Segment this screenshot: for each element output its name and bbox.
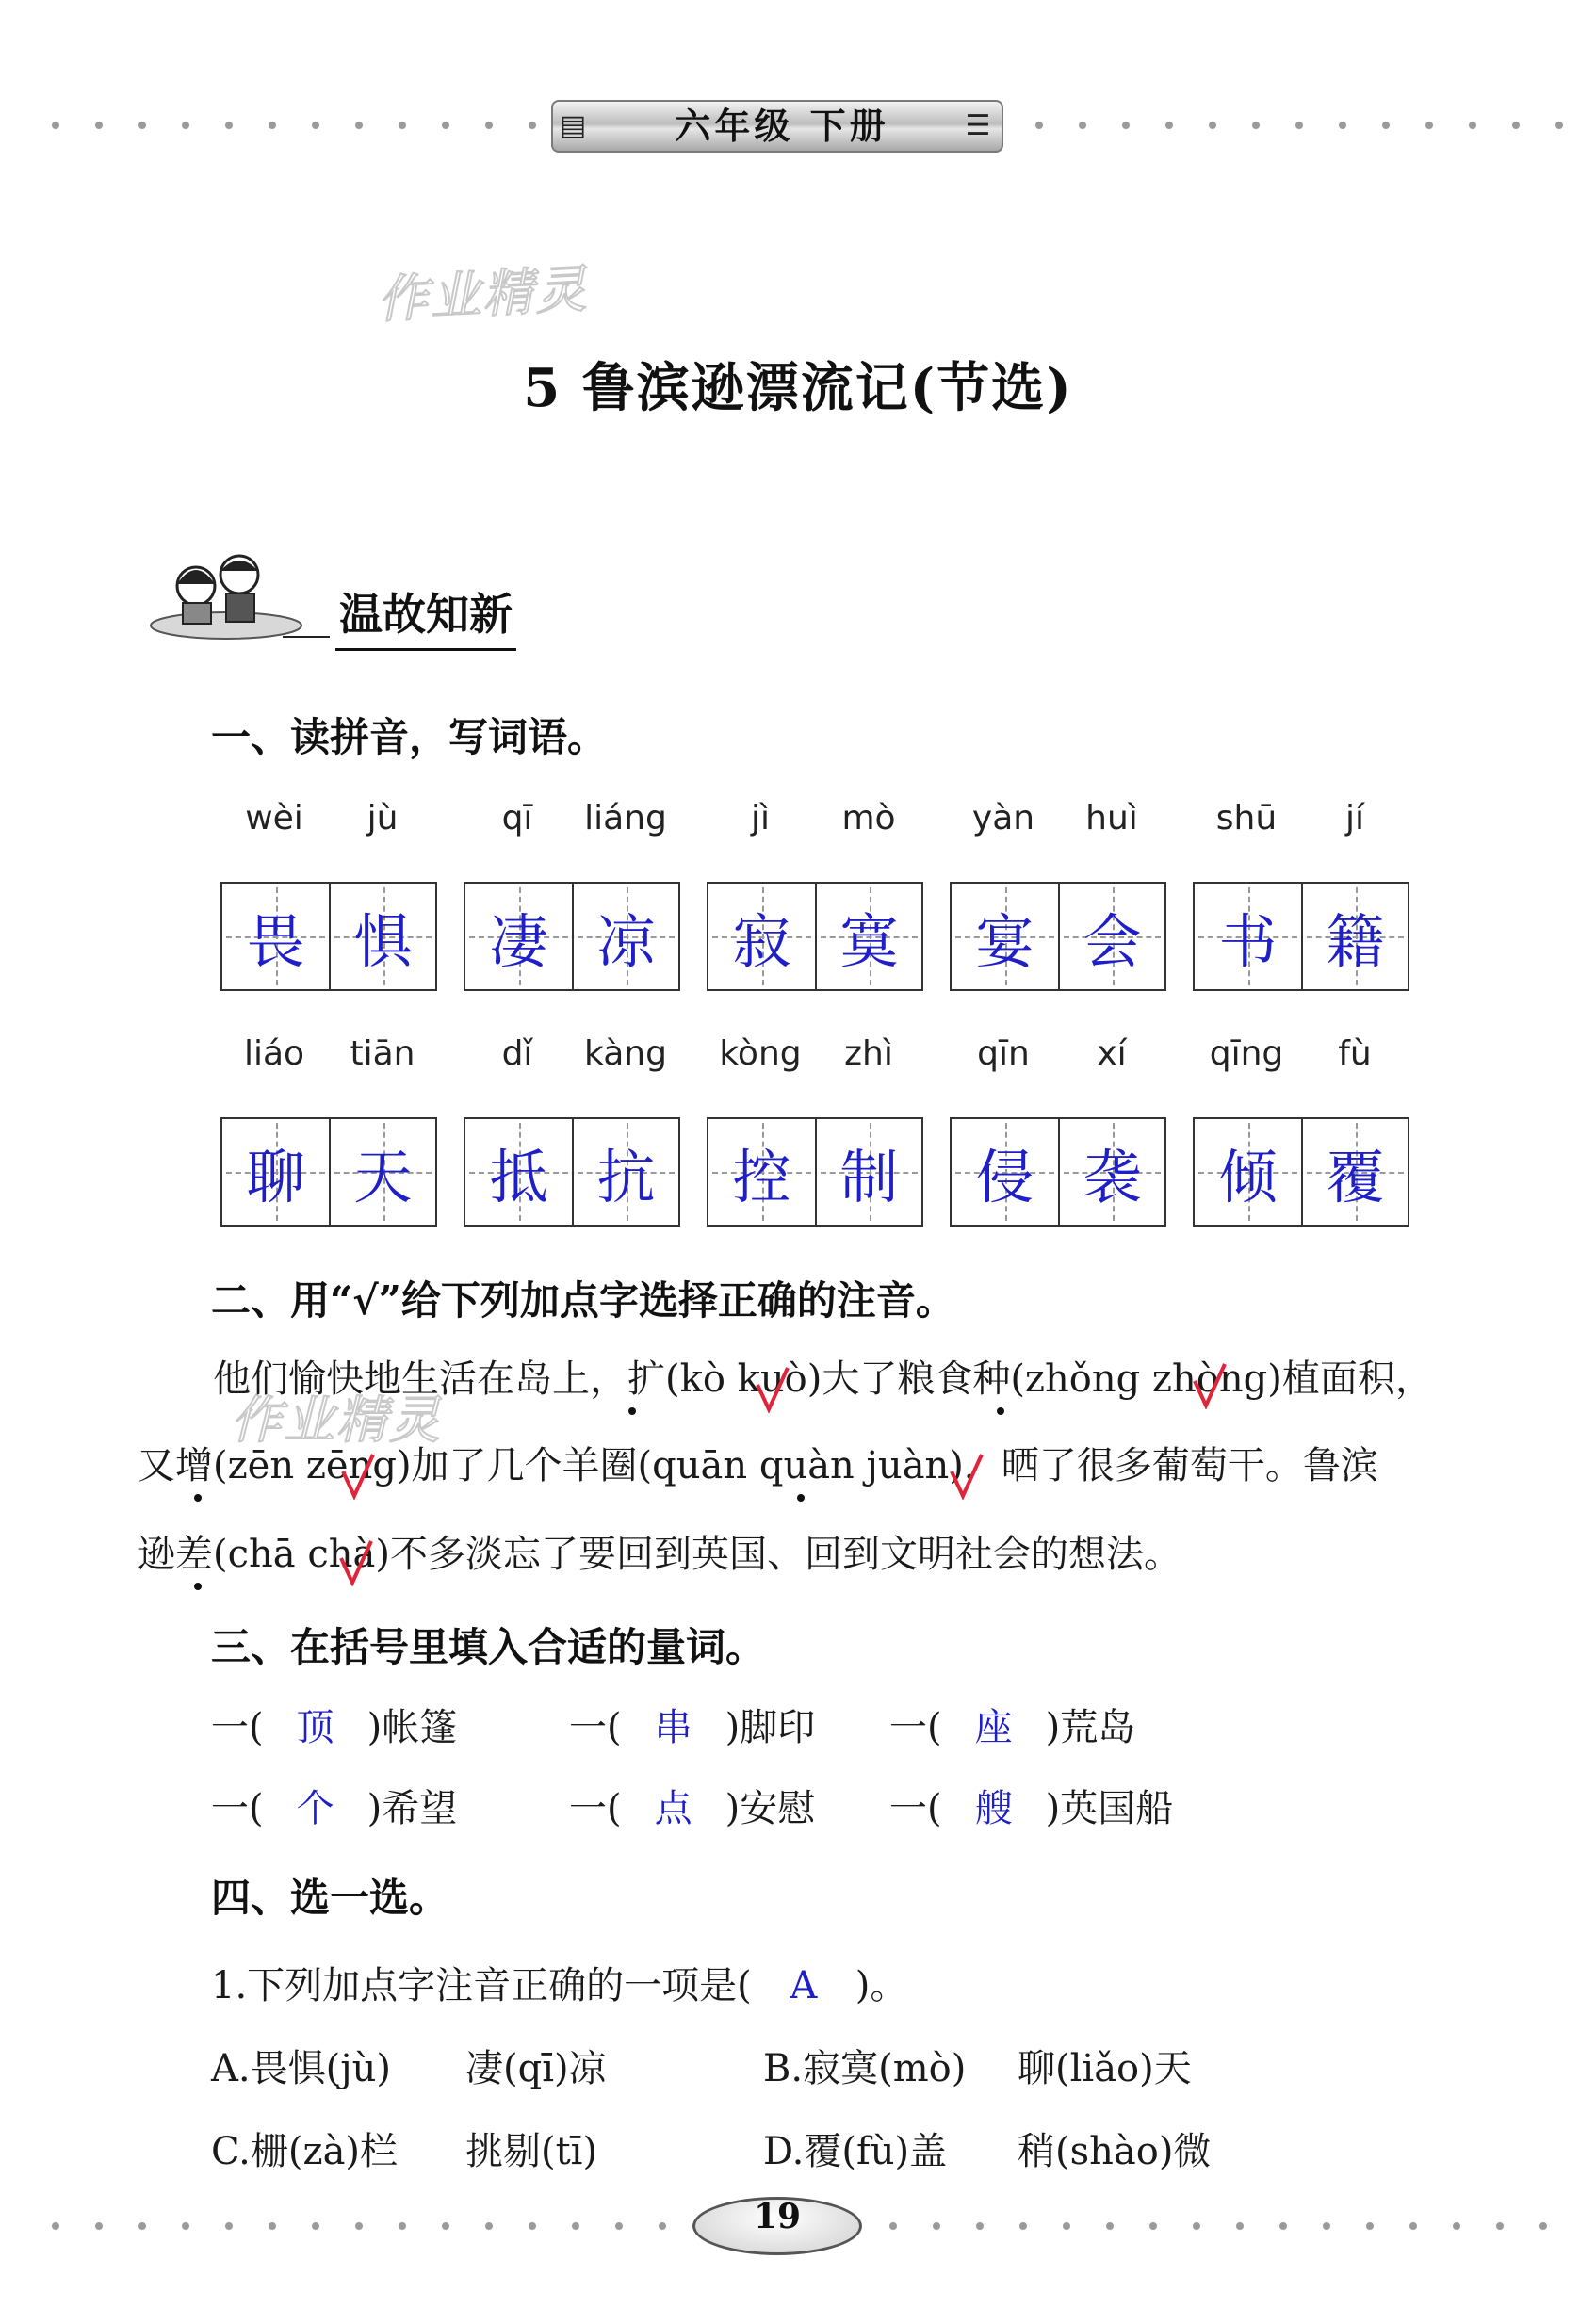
tianzige-cell[interactable] xyxy=(465,884,572,989)
tianzige-pair xyxy=(707,882,923,991)
written-character: 寞 xyxy=(839,906,899,976)
check-mark-icon xyxy=(339,1451,377,1500)
watermark-middle: 作业精灵 xyxy=(231,1390,442,1450)
tianzige-cell[interactable] xyxy=(952,1119,1058,1225)
measure-word-item xyxy=(569,1779,815,1832)
q1-heading: 一、读拼音，写词语。 xyxy=(211,714,608,760)
book-icon: ▤ xyxy=(559,109,587,142)
q4-heading: 四、选一选。 xyxy=(211,1875,449,1921)
measure-word-answer[interactable]: 顶 xyxy=(296,1706,334,1749)
measure-word-item xyxy=(569,1698,815,1751)
written-character: 倾 xyxy=(1218,1142,1278,1211)
pinyin-label: mò xyxy=(841,799,896,837)
measure-word-prefix: 一( xyxy=(569,1706,622,1749)
pinyin-label: dǐ xyxy=(501,1034,533,1073)
option-part: D.覆(fù)盖 xyxy=(763,2130,948,2173)
tianzige-pair xyxy=(950,1117,1166,1227)
tianzige-cell[interactable] xyxy=(1301,884,1408,989)
tianzige-cell[interactable] xyxy=(1301,1119,1408,1225)
grade-label: 六年级 下册 xyxy=(675,106,889,147)
tianzige-pair xyxy=(1193,1117,1409,1227)
measure-word-answer[interactable]: 点 xyxy=(654,1787,692,1830)
pinyin-label: xí xyxy=(1097,1034,1127,1073)
tianzige-cell[interactable] xyxy=(329,884,435,989)
written-character: 宴 xyxy=(975,906,1034,976)
tianzige-cell[interactable] xyxy=(708,884,815,989)
watermark-top: 作业精灵 xyxy=(375,259,590,330)
pinyin-label: wèi xyxy=(245,799,303,837)
q2-heading: 二、用“√”给下列加点字选择正确的注音。 xyxy=(211,1277,955,1324)
tianzige-pair xyxy=(220,882,437,991)
pinyin-label: fù xyxy=(1338,1034,1372,1073)
written-character: 覆 xyxy=(1326,1142,1385,1211)
tianzige-cell[interactable] xyxy=(329,1119,435,1225)
q3-heading: 三、在括号里填入合适的量词。 xyxy=(211,1624,766,1670)
lesson-title: 5 鲁滨逊漂流记(节选) xyxy=(523,357,1073,419)
written-character: 天 xyxy=(353,1142,413,1211)
measure-word-noun: )希望 xyxy=(366,1787,458,1830)
tianzige-pair xyxy=(1193,882,1409,991)
pinyin-label: tiān xyxy=(350,1034,415,1073)
emphasis-dot xyxy=(797,1494,805,1502)
measure-word-prefix: 一( xyxy=(889,1787,942,1830)
measure-word-prefix: 一( xyxy=(211,1787,264,1830)
tianzige-pair xyxy=(220,1117,437,1227)
pinyin-label: qī xyxy=(501,799,533,837)
tianzige-cell[interactable] xyxy=(572,1119,678,1225)
option-part: 挑剔(tī) xyxy=(465,2130,598,2173)
written-character: 会 xyxy=(1083,906,1142,976)
pinyin-label: liáo xyxy=(243,1034,305,1073)
q4-answer: A xyxy=(790,1964,818,2007)
measure-word-item xyxy=(211,1698,457,1751)
written-character: 袭 xyxy=(1083,1142,1142,1211)
footer-dots-right xyxy=(871,2221,1569,2231)
pinyin-label: huì xyxy=(1085,799,1138,837)
pinyin-label: jì xyxy=(750,799,770,837)
written-character: 侵 xyxy=(975,1142,1034,1211)
check-mark-icon xyxy=(337,1537,375,1586)
section-label: 温故知新 xyxy=(335,580,516,651)
tianzige-cell[interactable] xyxy=(1195,1119,1301,1225)
measure-word-noun: )荒岛 xyxy=(1045,1706,1136,1749)
q4-question-end: )。 xyxy=(855,1964,908,2007)
tianzige-cell[interactable] xyxy=(222,1119,329,1225)
tianzige-cell[interactable] xyxy=(222,884,329,989)
tianzige-cell[interactable] xyxy=(572,884,678,989)
tianzige-cell[interactable] xyxy=(1058,1119,1164,1225)
q2-line-3: 逊差(chā chà)不多淡忘了要回到英国、回到文明社会的想法。 xyxy=(138,1533,1181,1576)
emphasis-dot xyxy=(997,1407,1004,1415)
pinyin-label: liáng xyxy=(584,799,667,837)
measure-word-prefix: 一( xyxy=(569,1787,622,1830)
tianzige-pair xyxy=(464,1117,680,1227)
check-mark-icon xyxy=(1191,1360,1229,1409)
pinyin-label: jù xyxy=(366,799,399,837)
footer-dots-left xyxy=(34,2221,684,2231)
written-character: 抵 xyxy=(489,1142,548,1211)
emphasis-dot xyxy=(628,1407,636,1415)
measure-word-prefix: 一( xyxy=(889,1706,942,1749)
tianzige-pair xyxy=(464,882,680,991)
option-part: A.畏惧(jù) xyxy=(211,2047,391,2090)
written-character: 凄 xyxy=(489,906,548,976)
q2-line-1: 他们愉快地生活在岛上，扩(kò kuò)大了粮食种(zhǒng zhòng)植面积， xyxy=(213,1357,1433,1401)
option-part: C.栅(zà)栏 xyxy=(211,2130,399,2173)
tianzige-cell[interactable] xyxy=(1058,884,1164,989)
pinyin-label: shū xyxy=(1215,799,1278,837)
measure-word-noun: )脚印 xyxy=(725,1706,816,1749)
tianzige-pair xyxy=(707,1117,923,1227)
written-character: 籍 xyxy=(1326,906,1385,976)
tianzige-cell[interactable] xyxy=(952,884,1058,989)
written-character: 寂 xyxy=(732,906,791,976)
written-character: 制 xyxy=(839,1142,899,1211)
option-part: B.寂寞(mò) xyxy=(763,2047,967,2090)
emphasis-dot xyxy=(194,1494,202,1502)
check-mark-icon xyxy=(754,1364,791,1413)
pinyin-label: kàng xyxy=(584,1034,667,1073)
pinyin-label: kòng xyxy=(719,1034,802,1073)
option-part: 凄(qī)凉 xyxy=(465,2047,607,2090)
measure-word-item xyxy=(889,1698,1135,1751)
written-character: 抗 xyxy=(596,1142,656,1211)
tianzige-cell[interactable] xyxy=(465,1119,572,1225)
measure-word-answer[interactable]: 个 xyxy=(296,1787,334,1830)
written-character: 畏 xyxy=(246,906,305,976)
check-mark-icon xyxy=(948,1451,985,1500)
header-dots-right xyxy=(1018,121,1564,130)
written-character: 凉 xyxy=(596,906,656,976)
written-character: 惧 xyxy=(353,906,413,976)
pinyin-label: qīng xyxy=(1209,1034,1284,1073)
tianzige-cell[interactable] xyxy=(708,1119,815,1225)
measure-word-prefix: 一( xyxy=(211,1706,264,1749)
pinyin-label: zhì xyxy=(844,1034,893,1073)
tianzige-cell[interactable] xyxy=(815,884,921,989)
emphasis-dot xyxy=(194,1583,202,1590)
pinyin-label: qīn xyxy=(977,1034,1030,1073)
written-character: 控 xyxy=(732,1142,791,1211)
written-character: 聊 xyxy=(246,1142,305,1211)
q4-question xyxy=(211,1956,907,2009)
pinyin-label: jí xyxy=(1344,799,1364,837)
tianzige-cell[interactable] xyxy=(1195,884,1301,989)
written-character: 书 xyxy=(1218,906,1278,976)
option-part: 聊(liǎo)天 xyxy=(1018,2047,1192,2090)
header-dots-left xyxy=(34,121,543,130)
measure-word-item xyxy=(889,1779,1173,1832)
tianzige-cell[interactable] xyxy=(815,1119,921,1225)
option-part: 稍(shào)微 xyxy=(1018,2130,1212,2173)
q4-question-text: 1.下列加点字注音正确的一项是( xyxy=(211,1964,752,2007)
q2-line-2: 又增(zēn zēng)加了几个羊圈(quān quàn juàn)，晒了很多葡萄干。鲁滨 xyxy=(138,1444,1378,1487)
pinyin-label: yàn xyxy=(971,799,1035,837)
measure-word-answer[interactable]: 串 xyxy=(654,1706,692,1749)
measure-word-answer[interactable]: 座 xyxy=(974,1706,1013,1749)
page-number: 19 xyxy=(753,2197,802,2236)
measure-word-noun: )英国船 xyxy=(1045,1787,1174,1830)
measure-word-noun: )安慰 xyxy=(725,1787,816,1830)
tianzige-pair xyxy=(950,882,1166,991)
measure-word-answer[interactable]: 艘 xyxy=(974,1787,1013,1830)
measure-word-item xyxy=(211,1779,457,1832)
measure-word-noun: )帐篷 xyxy=(366,1706,458,1749)
book-stack-icon: ☰ xyxy=(965,109,991,142)
